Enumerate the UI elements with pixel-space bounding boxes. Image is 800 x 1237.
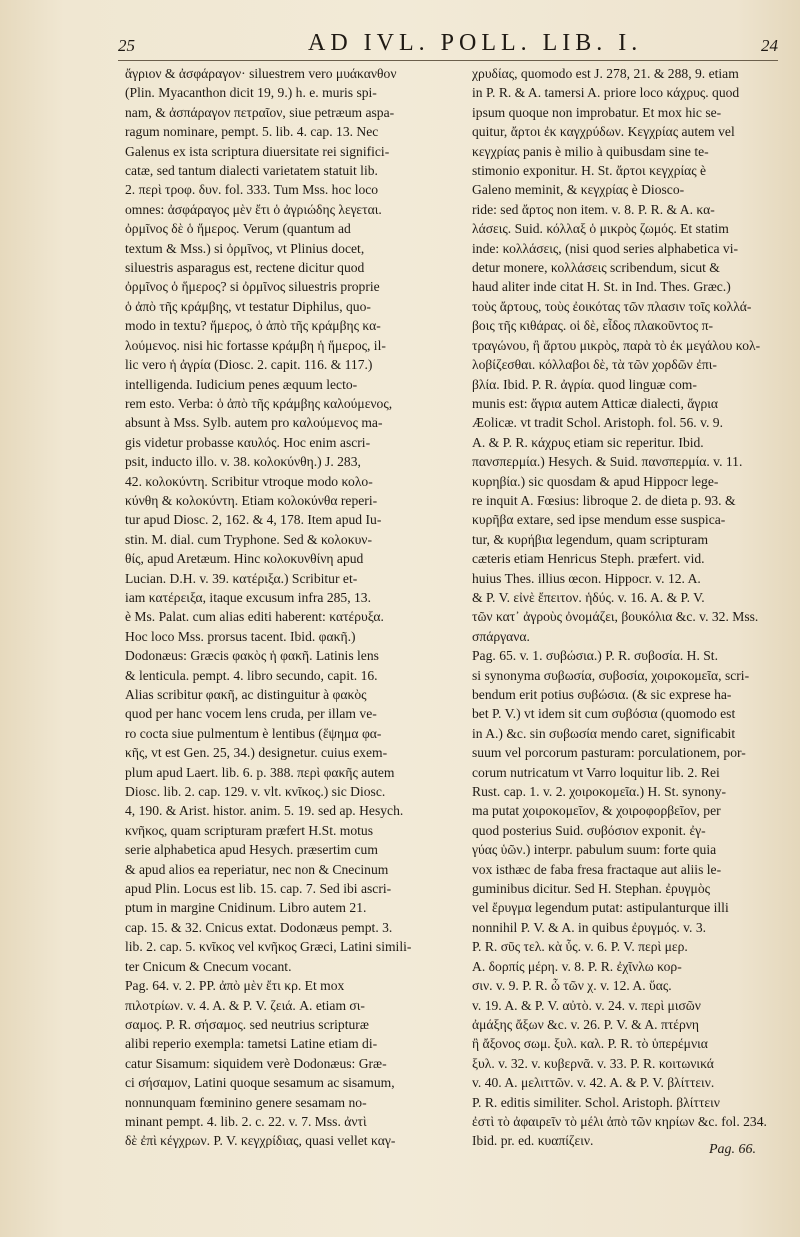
text-line: λούμενος. nisi hic fortasse κράμβη ἡ ἥμερος, il- — [125, 337, 386, 353]
text-line: σαμος. P. R. σήσαμος. sed neutrius scripturæ — [125, 1016, 369, 1032]
text-line: si synonyma συβωσία, συβοσία, χοιροκομεῖα, scri- — [472, 667, 750, 683]
text-line: siluestris asparagus est, rectene dicitur quod — [125, 260, 365, 276]
text-line: τοὺς ἄρτους, τοὺς ἐοικότας τῶν πλασιν τοῖς κολλά- — [472, 298, 752, 314]
text-line: ἢ ἄξονος σωμ. ξυλ. καλ. P. R. τὸ ὑπερέμνια — [472, 1036, 708, 1052]
text-line: Galeno meminit, & κεγχρίας è Diosco- — [472, 182, 685, 198]
text-line: πιλοτρίων. v. 4. A. & P. V. ζειά. A. etiam σι- — [125, 997, 365, 1013]
text-line: alibi reperio exempla: tametsi Latine etiam di- — [125, 1036, 378, 1052]
text-line: rem esto. Verba: ὁ ἀπὸ τῆς κράμβης καλούμενος, — [125, 395, 393, 411]
text-line: bendum erit potius συβώσια. (& sic exprese ha- — [472, 687, 732, 702]
text-line: βλία. Ibid. P. R. ἀγρία. quod linguæ com- — [472, 376, 697, 392]
text-line: ἐστὶ τὸ ἀφαιρεῖν τὸ μέλι ἀπὸ τῶν κηρίων &c. fol. 234. — [472, 1113, 767, 1129]
text-line: σπάργανα. — [472, 628, 530, 644]
text-line: guminibus dicitur. Sed H. Stephan. ἐρυγμὸς — [472, 881, 711, 897]
text-line: ma putat χοιροκομεῖον, & χοιροφορβεῖον, per — [472, 803, 721, 819]
text-line: κυρῆβα extare, sed ipse mendum esse suspica- — [472, 512, 726, 528]
text-line: Æolicæ. vt tradit Schol. Aristoph. fol. 56. v. 9. — [472, 415, 723, 431]
text-line: Dodonæus: Græcis φακὸς ἡ φακῆ. Latinis lens — [125, 648, 379, 664]
text-line: minant pempt. 4. lib. 2. c. 22. v. 7. Mss. ἀντὶ — [125, 1113, 367, 1129]
text-line: inde: κολλάσεις, (nisi quod series alphabetica vi- — [472, 240, 738, 256]
page-header — [118, 30, 778, 60]
text-line: omnes: ἀσφάραγος μὲν ἔτι ὁ ἀγριώδης λεγεται. — [125, 201, 382, 217]
text-line: ci σήσαμον, Latini quoque sesamum ac sisamum, — [125, 1075, 395, 1091]
text-line: ἀμάξης ἄξων &c. v. 26. P. V. & A. πτέρνη — [472, 1016, 700, 1032]
text-line: intelligenda. Iudicium penes æquum lecto- — [125, 376, 358, 392]
right-text-column — [472, 64, 794, 1151]
text-line: Pag. 65. v. 1. συβώσια.) P. R. συβοσία. H. St. — [472, 648, 718, 664]
text-line: Lucian. D.H. v. 39. κατέριξα.) Scribitur et- — [125, 570, 358, 586]
text-line: tur apud Diosc. 2, 162. & 4, 178. Item apud Iu- — [125, 512, 382, 528]
text-line: è Ms. Palat. cum alias editi haberent: κατέρυξα. — [125, 609, 384, 625]
text-line: nonnunquam fœminino genere sesamam no- — [125, 1094, 367, 1110]
text-line: stin. M. dial. cum Tryphone. Sed & κολοκυν- — [125, 531, 372, 547]
text-line: quod posterius Suid. συβόσιον exponit. ἐγ- — [472, 822, 706, 838]
text-line: ride: sed ἄρτος non item. v. 8. P. R. & A. κα- — [472, 201, 715, 217]
text-line: P. R. σῦς τελ. κὰ ὗς. v. 6. P. V. περὶ μερ. — [472, 939, 688, 955]
text-line: πανσπερμία.) Hesych. & Suid. πανσπερμία. v. 11. — [472, 454, 743, 470]
text-line: κύνθη & κολοκύντη. Etiam κολοκύνθα reperi- — [125, 492, 378, 508]
header-rule — [118, 60, 778, 61]
text-line: absunt à Mss. Sylb. autem pro καλούμενος ma- — [125, 415, 383, 431]
text-line: ἄγριον & ἀσφάραγον· siluestrem vero μυάκανθον — [125, 66, 397, 81]
text-line: ptum in margine Cnidinum. Libro autem 21. — [125, 900, 367, 916]
text-line: & apud alios ea reperiatur, nec non & Cnecinum — [125, 861, 389, 877]
text-line: Pag. 64. v. 2. PP. ἀπὸ μὲν ἔτι κρ. Et mox — [125, 978, 345, 994]
text-line: cæteris etiam Henricus Steph. præfert. vid. — [472, 551, 705, 567]
text-line: nonnihil P. V. & A. in quibus ἐρυγμός. v. 3. — [472, 919, 707, 935]
text-line: detur monere, κολλάσεις scribendum, sicut & — [472, 260, 720, 276]
text-line: 42. κολοκύντη. Scribitur vtroque modo κολο- — [125, 473, 373, 489]
text-line: haud aliter inde citat H. St. in Ind. Thes. Græc.) — [472, 279, 731, 295]
text-line: ξυλ. v. 32. v. κυβερνᾶ. v. 33. P. R. κοιτωνικά — [472, 1055, 714, 1071]
text-line: psit, inducto illo. v. 38. κολοκύνθη.) J. 283, — [125, 454, 361, 470]
text-line: iam κατέρειξα, itaque excusum infra 285, 13. — [125, 589, 372, 605]
text-line: ragum nominare, pempt. 5. lib. 4. cap. 13. Nec — [125, 124, 379, 140]
text-line: v. 40. A. μελιττῶν. v. 42. A. & P. V. βλίττειν. — [472, 1075, 715, 1091]
text-line: κνῆκος, quam scripturam præfert H.St. motus — [125, 822, 373, 838]
text-line: apud Plin. Locus est lib. 15. cap. 7. Sed ibi ascri- — [125, 881, 392, 897]
text-line: ὀρμῖνος ὁ ἥμερος? si ὀρμῖνος siluestris proprie — [125, 279, 380, 295]
text-line: corum nutricatum vt Varro loquitur lib. 2. Rei — [472, 764, 720, 780]
text-line: ipsum quoque non improbatur. Et mox hic se- — [472, 104, 722, 120]
text-line: 4, 190. & Arist. histor. anim. 5. 19. sed ap. Hesych. — [125, 803, 404, 819]
text-line: Rust. cap. 1. v. 2. χοιροκομεῖα.) H. St. synony- — [472, 784, 727, 800]
text-line: gis videtur probasse καυλός. Hoc enim ascri- — [125, 434, 371, 450]
text-line: vel ἔρυγμα legendum putat: astipulanturque illi — [472, 900, 729, 916]
text-line: 2. περὶ τροφ. δυν. fol. 333. Tum Mss. hoc loco — [125, 182, 379, 198]
running-title: AD IVL. POLL. LIB. I. — [308, 30, 643, 56]
text-line: Ibid. pr. ed. κυαπίζειν. — [472, 1133, 594, 1149]
text-line: Hoc loco Mss. prorsus tacent. Ibid. φακῆ.) — [125, 628, 356, 644]
text-line: plum apud Laert. lib. 6. p. 388. περὶ φακῆς autem — [125, 764, 395, 780]
text-line: δὲ ἐπὶ κέγχρων. P. V. κεγχρίδιας, quasi vellet καγ- — [125, 1133, 396, 1149]
text-line: (Plin. Myacanthon dicit 19, 9.) h. e. muris spi- — [125, 85, 377, 101]
text-line: χρυδίας, quomodo est J. 278, 21. & 288, 9. etiam — [472, 66, 739, 81]
text-line: tur, & κυρήβια legendum, quam scripturam — [472, 531, 709, 547]
text-line: τῶν κατ᾽ ἀγροὺς ὀνομάζει, βουκόλια &c. v. 32. Mss. — [472, 609, 759, 625]
text-line: huius Thes. illius œcon. Hippocr. v. 12. A. — [472, 570, 701, 586]
page-number-left: 25 — [118, 36, 135, 55]
text-line: quitur, ἄρτοι ἐκ καγχρύδων. Κεγχρίας autem vel — [472, 124, 735, 140]
text-line: λάσεις. Suid. κόλλαξ ὁ μικρὸς ζωμός. Et statim — [472, 221, 729, 237]
text-line: κεγχρίας panis è milio à quibusdam sine te- — [472, 143, 709, 159]
text-line: bet P. V.) vt idem sit cum συβόσια (quomodo est — [472, 706, 736, 722]
text-line: textum & Mss.) si ὀρμῖνος, vt Plinius docet, — [125, 240, 365, 256]
text-line: κῆς, vt est Gen. 25, 34.) designetur. cuius exem- — [125, 745, 388, 761]
text-line: λοβίζεσθαι. κόλλαβοι δὲ, τὰ τῶν χορδῶν ἐπι- — [472, 357, 717, 373]
text-line: cap. 15. & 32. Cnicus extat. Dodonæus pempt. 3. — [125, 919, 393, 935]
text-line: catæ, sed tantum dialecti varietatem statuit lib. — [125, 163, 378, 179]
text-line: Galenus ex ista scriptura diuersitate rei significi- — [125, 143, 390, 159]
text-line: ὁ ἀπὸ τῆς κράμβης, vt testatur Diphilus, quo- — [125, 298, 371, 314]
text-line: θίς, apud Aretæum. Hinc κολοκυνθίνη apud — [125, 551, 364, 567]
text-line: lib. 2. cap. 5. κνῖκος vel κνῆκος Græci, Latini simili- — [125, 939, 412, 955]
text-line: βοις τῆς κιθάρας. οἱ δὲ, εἶδος πλακοῦντος π- — [472, 318, 714, 334]
text-line: Alias scribitur φακῆ, ac distinguitur à φακὸς — [125, 687, 367, 702]
text-line: in A.) &c. sin συβωσία mendo caret, significabit — [472, 725, 736, 741]
text-line: catur Sisamum: siquidem verè Dodonæus: Græ- — [125, 1055, 387, 1071]
text-line: stimonio exponitur. H. St. ἄρτοι κεγχρίας è — [472, 163, 707, 179]
text-line: σιν. v. 9. P. R. ὧ τῶν χ. v. 12. A. ὕας. — [472, 978, 672, 994]
text-line: munis est: ἄγρια autem Atticæ dialecti, ἄγρια — [472, 395, 719, 411]
page-number-right: 24 — [761, 36, 778, 55]
text-line: quod per hanc vocem lens cruda, per illam ve- — [125, 706, 377, 722]
text-line: v. 19. A. & P. V. αὐτὸ. v. 24. v. περὶ μισῶν — [472, 997, 701, 1013]
catchword: Pag. 66. — [708, 1142, 756, 1157]
text-line: lic vero ἡ ἀγρία (Diosc. 2. capit. 116. & 117.) — [125, 357, 373, 373]
text-line: A. δορπίς μέρη. v. 8. P. R. ἐχῖνλω κορ- — [472, 958, 682, 974]
text-line: γύας ὑῶν.) interpr. pabulum suum: forte quia — [472, 842, 717, 858]
text-line: serie alphabetica apud Hesych. præsertim cum — [125, 842, 378, 858]
text-line: P. R. editis similiter. Schol. Aristoph. βλίττειν — [472, 1094, 720, 1110]
text-line: ὀρμῖνος δὲ ὁ ἥμερος. Verum (quantum ad — [125, 221, 351, 237]
text-line: nam, & ἀσπάραγον πετραῖον, siue petræum aspa- — [125, 104, 395, 120]
text-line: A. & P. R. κάχρυς etiam sic reperitur. Ibid. — [472, 434, 704, 450]
text-line: & lenticula. pempt. 4. libro secundo, capit. 16. — [125, 667, 378, 683]
text-line: modo in textu? ἥμερος, ὁ ἀπὸ τῆς κράμβης κα- — [125, 318, 381, 334]
text-line: & P. V. εἰνὲ ἔπειτον. ἡδύς. v. 16. A. & P. V. — [472, 589, 705, 605]
text-line: κυρηβία.) sic quosdam & apud Hippocr lege- — [472, 473, 719, 489]
text-line: suum vel porcorum pasturam: porculationem, por- — [472, 745, 746, 761]
text-line: vox isthæc de faba fresa fractaque aut aliis le- — [472, 861, 722, 877]
text-line: ter Cnicum & Cnecum vocant. — [125, 958, 292, 974]
text-line: Diosc. lib. 2. cap. 129. v. vlt. κνῖκος.) sic Diosc. — [125, 784, 386, 800]
text-line: in P. R. & A. tamersi A. priore loco κάχρυς. quod — [472, 85, 740, 101]
left-text-column — [125, 64, 455, 1151]
text-line: ro cocta siue pulmentum è lentibus (ἕψημα φα- — [125, 725, 382, 741]
text-line: τραγώνου, ἢ ἄρτου μικρὸς, παρὰ τὸ ἐκ μεγάλου κολ- — [472, 337, 761, 353]
text-line: re inquit A. Fœsius: libroque 2. de dieta p. 93. & — [472, 492, 736, 508]
